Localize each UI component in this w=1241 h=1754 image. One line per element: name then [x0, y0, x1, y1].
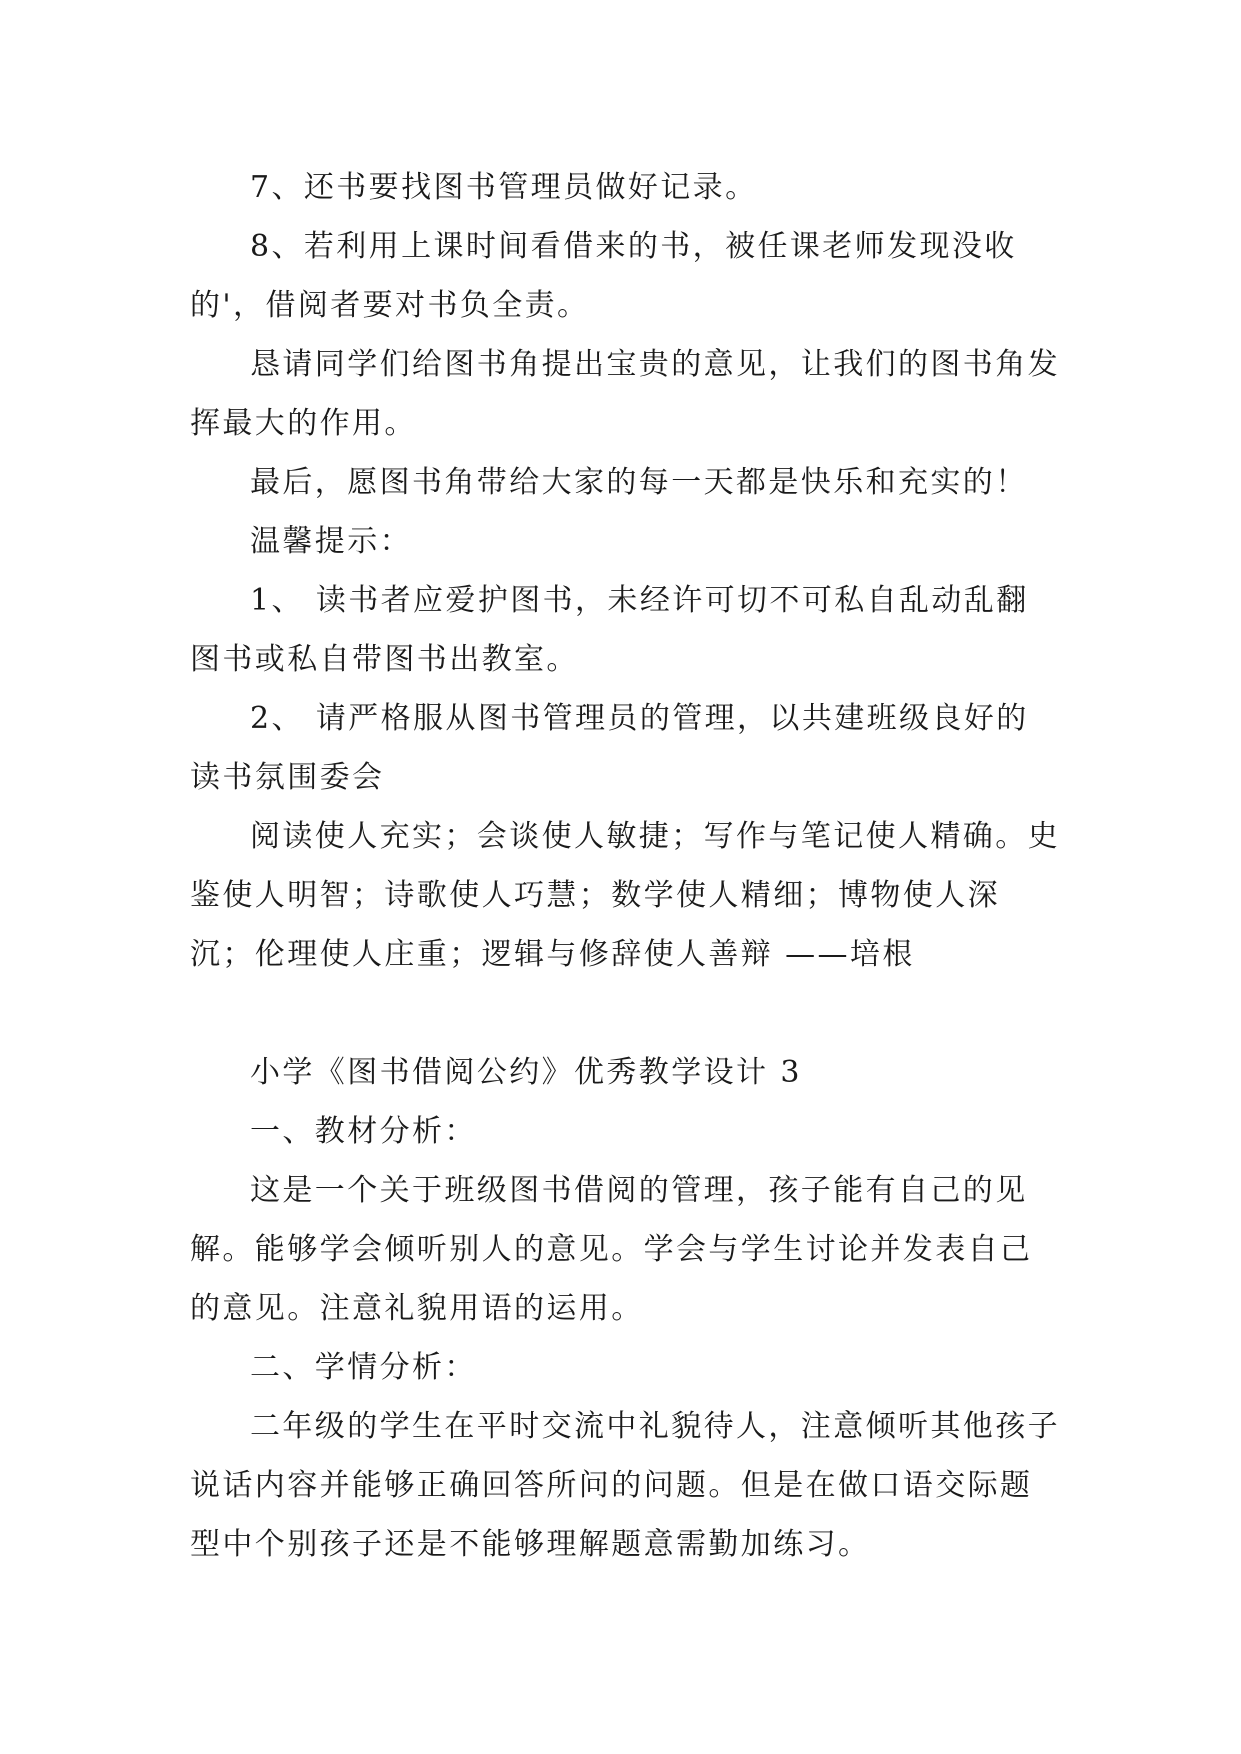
closing-wish: 最后，愿图书角带给大家的每一天都是快乐和充实的！ [250, 465, 1028, 500]
student-analysis-heading: 二、学情分析： [250, 1350, 477, 1385]
student-analysis-text: 二年级的学生在平时交流中礼貌待人，注意倾听其他孩子说话内容并能够正确回答所问的问题。但是在做口语交际题型中个别孩子还是不能够理解题意需勤加练习。 [190, 1409, 1060, 1562]
section-title: 小学《图书借阅公约》优秀教学设计 3 [250, 1055, 802, 1090]
textbook-analysis-heading: 一、教材分析： [250, 1114, 477, 1149]
document-body [190, 158, 1060, 1574]
tip-2: 2、 请严格服从图书管理员的管理，以共建班级良好的读书氛围委会 [190, 701, 1029, 795]
bacon-quote: 阅读使人充实；会谈使人敏捷；写作与笔记使人精确。史鉴使人明智；诗歌使人巧慧；数学使人精细；博物使人深沉；伦理使人庄重；逻辑与修辞使人善辩 ——培根 [190, 819, 1060, 972]
tip-1: 1、 读书者应爱护图书，未经许可切不可私自乱动乱翻图书或私自带图书出教室。 [190, 583, 1029, 677]
request-paragraph: 恳请同学们给图书角提出宝贵的意见，让我们的图书角发挥最大的作用。 [190, 347, 1060, 441]
rule-7: 7、还书要找图书管理员做好记录。 [250, 170, 758, 205]
rule-8: 8、若利用上课时间看借来的书，被任课老师发现没收的'，借阅者要对书负全责。 [190, 229, 1017, 323]
section-spacer [190, 984, 1060, 1043]
textbook-analysis-text: 这是一个关于班级图书借阅的管理，孩子能有自己的见解。能够学会倾听别人的意见。学会与学生讨论并发表自己的意见。注意礼貌用语的运用。 [190, 1173, 1033, 1326]
tips-heading: 温馨提示： [250, 524, 412, 559]
